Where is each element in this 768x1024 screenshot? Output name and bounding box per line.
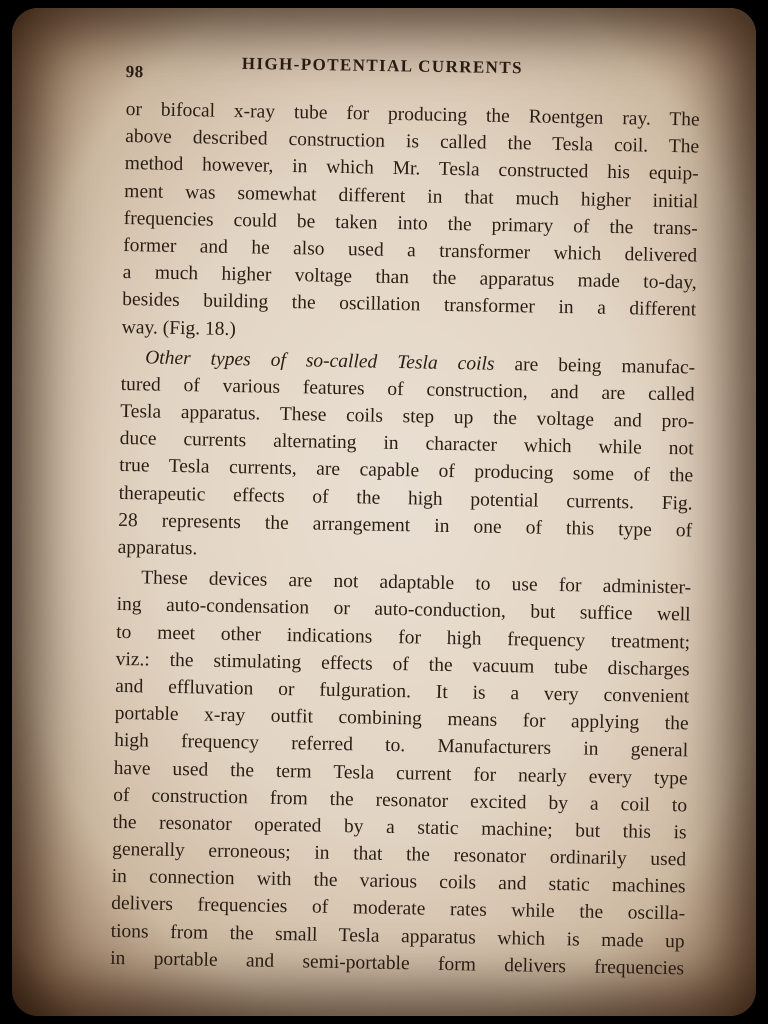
text-line: therapeutic effects of the high potential currents. Fig. <box>118 482 693 515</box>
book-page <box>12 8 756 1016</box>
text-line: to meet other indications for high frequency treatment; <box>115 621 691 653</box>
paragraph-2 <box>117 344 695 572</box>
text-line: portable x-ray outfit combining means for applying the <box>114 703 689 735</box>
text-line: above described construction is called the Tesla coil. The <box>125 126 700 158</box>
italic-lead: Other types of so-called Tesla coils <box>145 347 495 375</box>
text-line: in connection with the various coils and static machines <box>111 866 686 898</box>
text-line: have used the term Tesla current for nearly every type <box>113 757 688 789</box>
text-line: the resonator operated by a static machine; but this is <box>112 811 687 844</box>
text-line: Tesla apparatus. These coils step up the voltage and pro- <box>120 401 695 433</box>
text-line: former and he also used a transformer which delivered <box>123 234 698 267</box>
text-line: and effluvation or fulguration. It is a very convenient <box>114 675 690 708</box>
text-line: in portable and semi-portable form delivers frequencies <box>110 947 685 980</box>
text-line: apparatus. <box>117 536 198 560</box>
text-line: true Tesla currents, are capable of producing some of the <box>119 455 694 487</box>
text-line: These devices are not adaptable to use for administer- <box>140 567 692 599</box>
text-line: of construction from the resonator excited by a coil to <box>112 784 688 817</box>
page-header <box>123 52 593 91</box>
text-line: high frequency referred to. Manufacturers in general <box>113 730 689 762</box>
text-line: ing auto-condensation or auto-conduction, but suffice well <box>116 594 691 626</box>
text-line: generally erroneous; in that the resonator ordinarily used <box>111 838 687 871</box>
paragraph-3 <box>110 564 691 982</box>
line-rest: are being manufac- <box>494 353 696 379</box>
text-line: besides building the oscillation transformer in a different <box>122 289 697 321</box>
text-line: duce currents alternating in character which while not <box>119 428 694 460</box>
paragraph-1 <box>122 96 700 351</box>
text-line: tions from the small Tesla apparatus which is made up <box>110 920 685 953</box>
text-line: ment was somewhat different in that much higher initial <box>124 180 699 213</box>
running-head: HIGH-POTENTIAL CURRENTS <box>241 53 524 78</box>
text-line: method however, in which Mr. Tesla constructed his equip- <box>124 153 699 185</box>
text-line: or bifocal x-ray tube for producing the Roentgen ray. The <box>125 98 700 131</box>
text-line: way. (Fig. 18.) <box>121 316 237 340</box>
page-number: 98 <box>125 62 144 82</box>
text-line: frequencies could be taken into the primary of the trans- <box>123 207 698 240</box>
text-line: delivers frequencies of moderate rates while the oscilla- <box>111 893 686 925</box>
text-line: tured of various features of construction, and are called <box>120 373 695 406</box>
text-line: a much higher voltage than the apparatus made to-day, <box>122 262 697 294</box>
text-line: 28 represents the arrangement in one of this type of <box>118 509 693 542</box>
text-line: viz.: the stimulating effects of the vacuum tube discharges <box>115 648 690 681</box>
body-text <box>110 96 700 982</box>
